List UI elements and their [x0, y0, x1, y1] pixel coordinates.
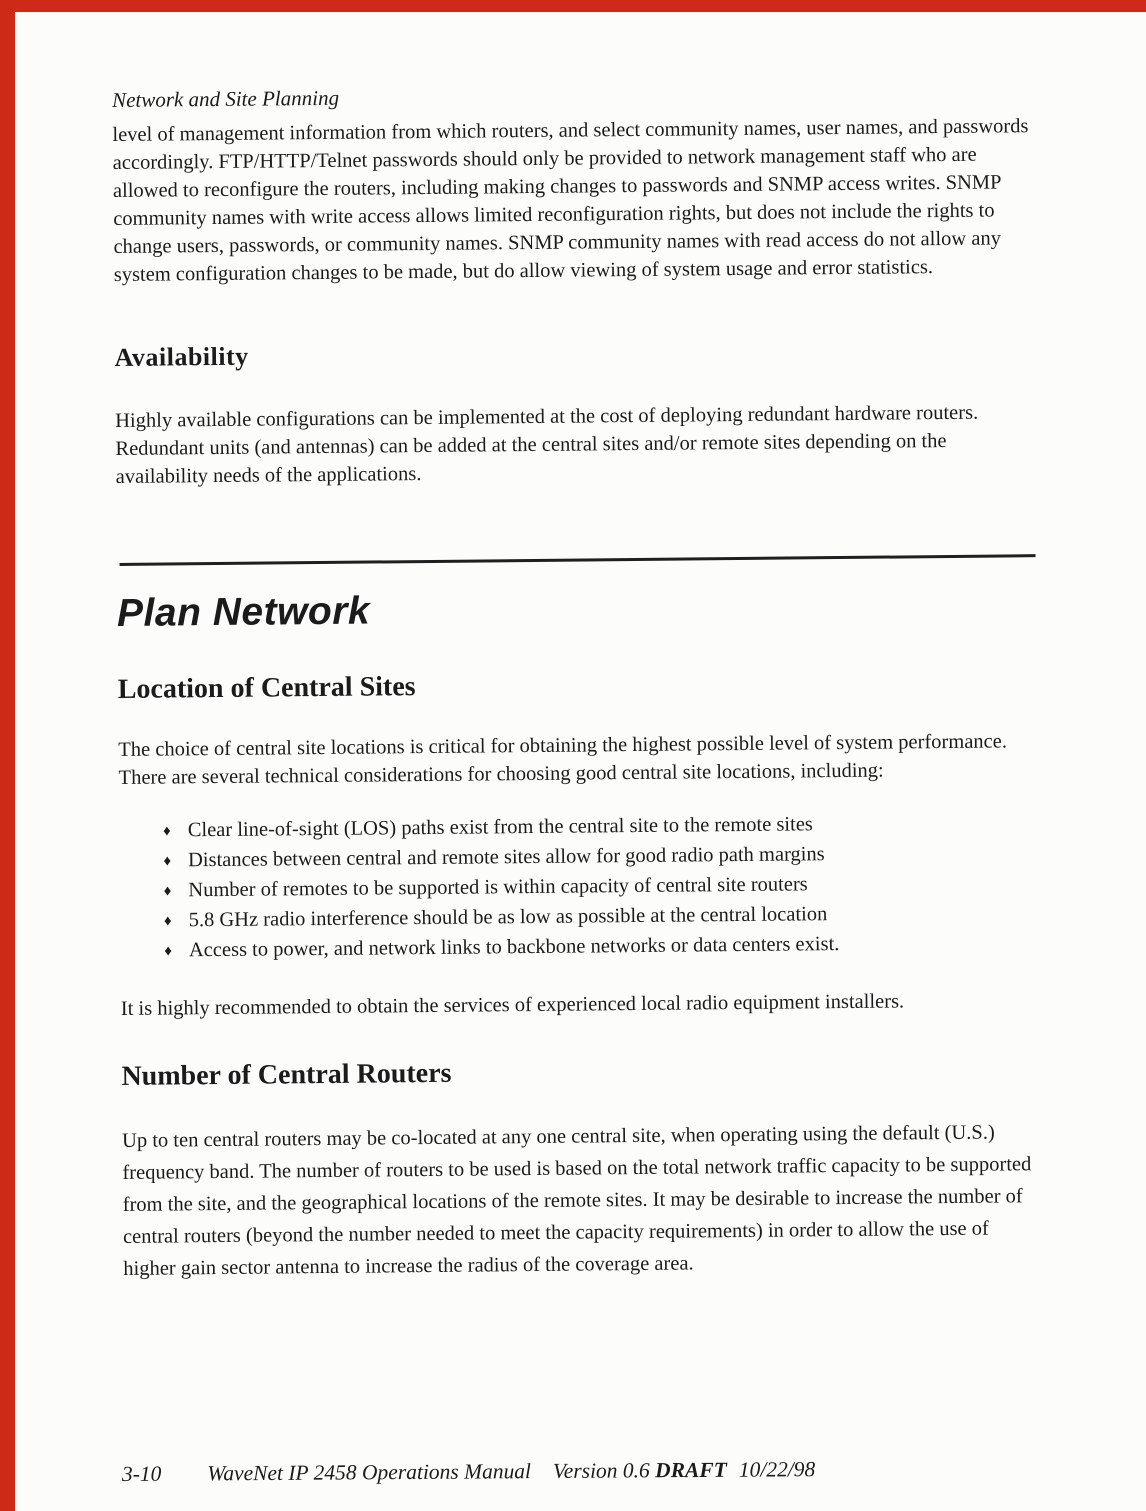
installers-note: It is highly recommended to obtain the services of experienced local radio equipment installers. — [120, 990, 905, 1020]
footer-manual-title: WaveNet IP 2458 Operations Manual — [207, 1459, 532, 1486]
page-footer — [122, 1457, 816, 1487]
section-heading-routers: Number of Central Routers — [121, 1057, 452, 1092]
diamond-bullet-icon: ♦ — [164, 943, 173, 960]
list-item — [164, 869, 1042, 904]
location-intro: The choice of central site locations is critical for obtaining the highest possible level of system performance. There are several technical considerations for choosing good central site locations, including: — [118, 730, 1008, 789]
footer-version: Version 0.6 — [552, 1458, 650, 1483]
bullet-text: Access to power, and network links to backbone networks or data centers exist. — [188, 933, 840, 962]
list-item — [163, 839, 1041, 874]
diamond-bullet-icon: ♦ — [163, 823, 171, 840]
page-content — [112, 79, 1045, 1285]
footer-draft: DRAFT — [655, 1457, 727, 1483]
list-item — [163, 809, 1041, 844]
bullet-text: 5.8 GHz radio interference should be as low as possible at the central location — [188, 903, 828, 932]
footer-date: 10/22/98 — [738, 1457, 816, 1482]
bullet-text: Distances between central and remote sites allow for good radio path margins — [187, 843, 825, 872]
running-header: Network and Site Planning — [112, 85, 340, 112]
section-heading-location: Location of Central Sites — [117, 671, 416, 705]
diamond-bullet-icon: ♦ — [163, 913, 172, 930]
intro-paragraph: level of management information from which routers, and select community names, user names, and passwords accordingly. FTP/HTTP/Telnet passwords should only be provided to network management staff who are allowed to reconfigure the routers, including making changes to passwords and SNMP access writes. SNMP community names with write access allows limited reconfiguration rights, but does not include the rights to change users, passwords, or community names. SNMP community names with read access do not allow any system configuration changes to be made, but do allow viewing of system usage and error statistics. — [112, 115, 1029, 286]
bullet-text: Clear line-of-sight (LOS) paths exist from the central site to the remote sites — [187, 813, 813, 842]
scan-red-left-edge — [0, 0, 15, 1511]
diamond-bullet-icon: ♦ — [163, 853, 172, 870]
footer-page-number: 3-10 — [121, 1461, 162, 1486]
list-item — [164, 899, 1042, 934]
bullet-text: Number of remotes to be supported is within capacity of central site routers — [188, 873, 808, 902]
scan-red-top-edge — [0, 0, 1146, 12]
availability-body: Highly available configurations can be implemented at the cost of deploying redundant hardware routers. Redundant units (and antennas) can be added at the central sites and/or remote sites depending on the availability needs of the applications. — [115, 401, 979, 488]
diamond-bullet-icon: ♦ — [163, 883, 172, 900]
divider-rule — [120, 554, 1036, 566]
bullet-list — [119, 809, 1042, 965]
page-title: Plan Network — [116, 589, 371, 635]
section-heading-availability: Availability — [114, 341, 249, 372]
routers-body: Up to ten central routers may be co-located at any one central site, when operating using the default (U.S.) frequency band. The number of routers to be used is based on the total network traffic capacity to be supported from the site, and the geographical locations of the remote sites. It may be desirable to increase the number of central routers (beyond the number needed to meet the capacity requirements) in order to allow the use of higher gain sector antenna to increase the radius of the coverage area. — [122, 1121, 1032, 1280]
list-item — [164, 929, 1042, 964]
